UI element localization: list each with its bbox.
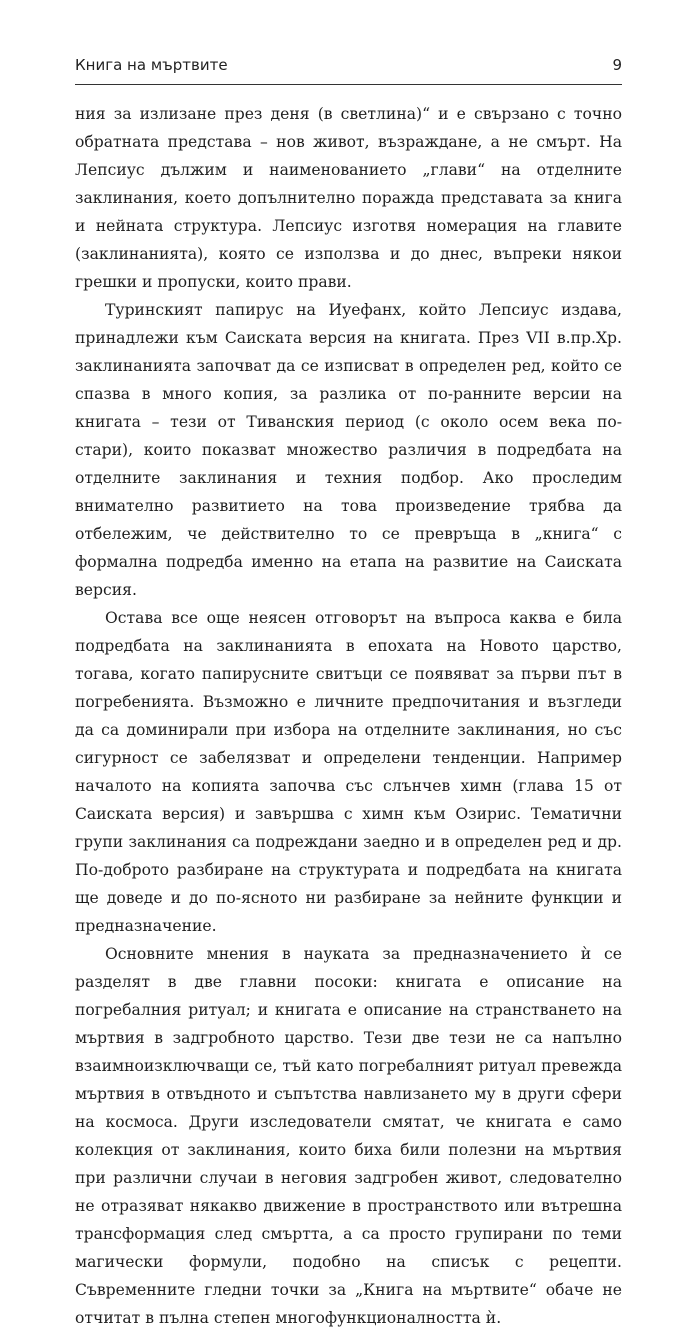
page-number: 9	[612, 56, 622, 74]
paragraph: Основните мнения в науката за предназначението ѝ се разделят в две главни посоки: книгата е описание на погребалния ритуал; и книгата е описание на странстването на мъртвия в задгробното царство. Тези две тези не са напълно взаимноизключващи се, тъй като погребалният ритуал превежда мъртвия в отвъдното и съпътства навлизането му в други сфери на космоса. Други изследователи смятат, че книгата е само колекция от заклинания, които биха били полезни на мъртвия при различни случаи в неговия задгробен живот, следователно не отразяват някакво движение в пространството или вътрешна трансформация след смъртта, а са просто групирани по теми магически формули, подобно на списък с рецепти. Съвременните гледни точки за „Книга на мъртвите“ обаче не отчитат в пълна степен многофункционалността ѝ.	[75, 945, 622, 1327]
paragraph: Остава все още неясен отговорът на въпроса каква е била подредбата на заклинанията в епохата на Новото царство, тогава, когато папирусните свитъци се появяват за първи път в погребенията. Възможно е личните предпочитания и възгледи да са доминирали при избора на отделните заклинания, но със сигурност се забелязват и определени тенденции. Например началото на копията започва със слънчев химн (глава 15 от Саиската версия) и завършва с химн към Озирис. Тематични групи заклинания са подреждани заедно и в определен ред и др. По-доброто разбиране на структурата и подредбата на книгата ще доведе и до по-ясното ни разбиране за нейните функции и предназначение.	[75, 609, 622, 935]
paragraph: Туринският папирус на Иуефанх, който Лепсиус издава, принадлежи към Саиската версия на книгата. През VII в.пр.Хр. заклинанията започват да се изписват в определен ред, който се спазва в много копия, за разлика от по-ранните версии на книгата – тези от Тиванския период (с около осем века по-стари), които показват множество различия в подредбата на отделните заклинания и техния подбор. Ако проследим внимателно развитието на това произведение трябва да отбележим, че действително то се превръща в „книга“ с формална подредба именно на етапа на развитие на Саиската версия.	[75, 301, 622, 599]
paragraph: ния за излизане през деня (в светлина)“ и е свързано с точно обратната представа – нов живот, възраждане, а не смърт. На Лепсиус дължим и наименованието „глави“ на отделните заклинания, което допълнително поражда представата за книга и нейната структура. Лепсиус изготвя номерация на главите (заклинанията), която се използва и до днес, въпреки някои грешки и пропуски, които прави.	[75, 105, 622, 291]
body-text	[75, 100, 622, 1332]
header-rule	[75, 84, 622, 85]
running-title: Книга на мъртвите	[75, 56, 228, 74]
running-header	[75, 56, 622, 80]
